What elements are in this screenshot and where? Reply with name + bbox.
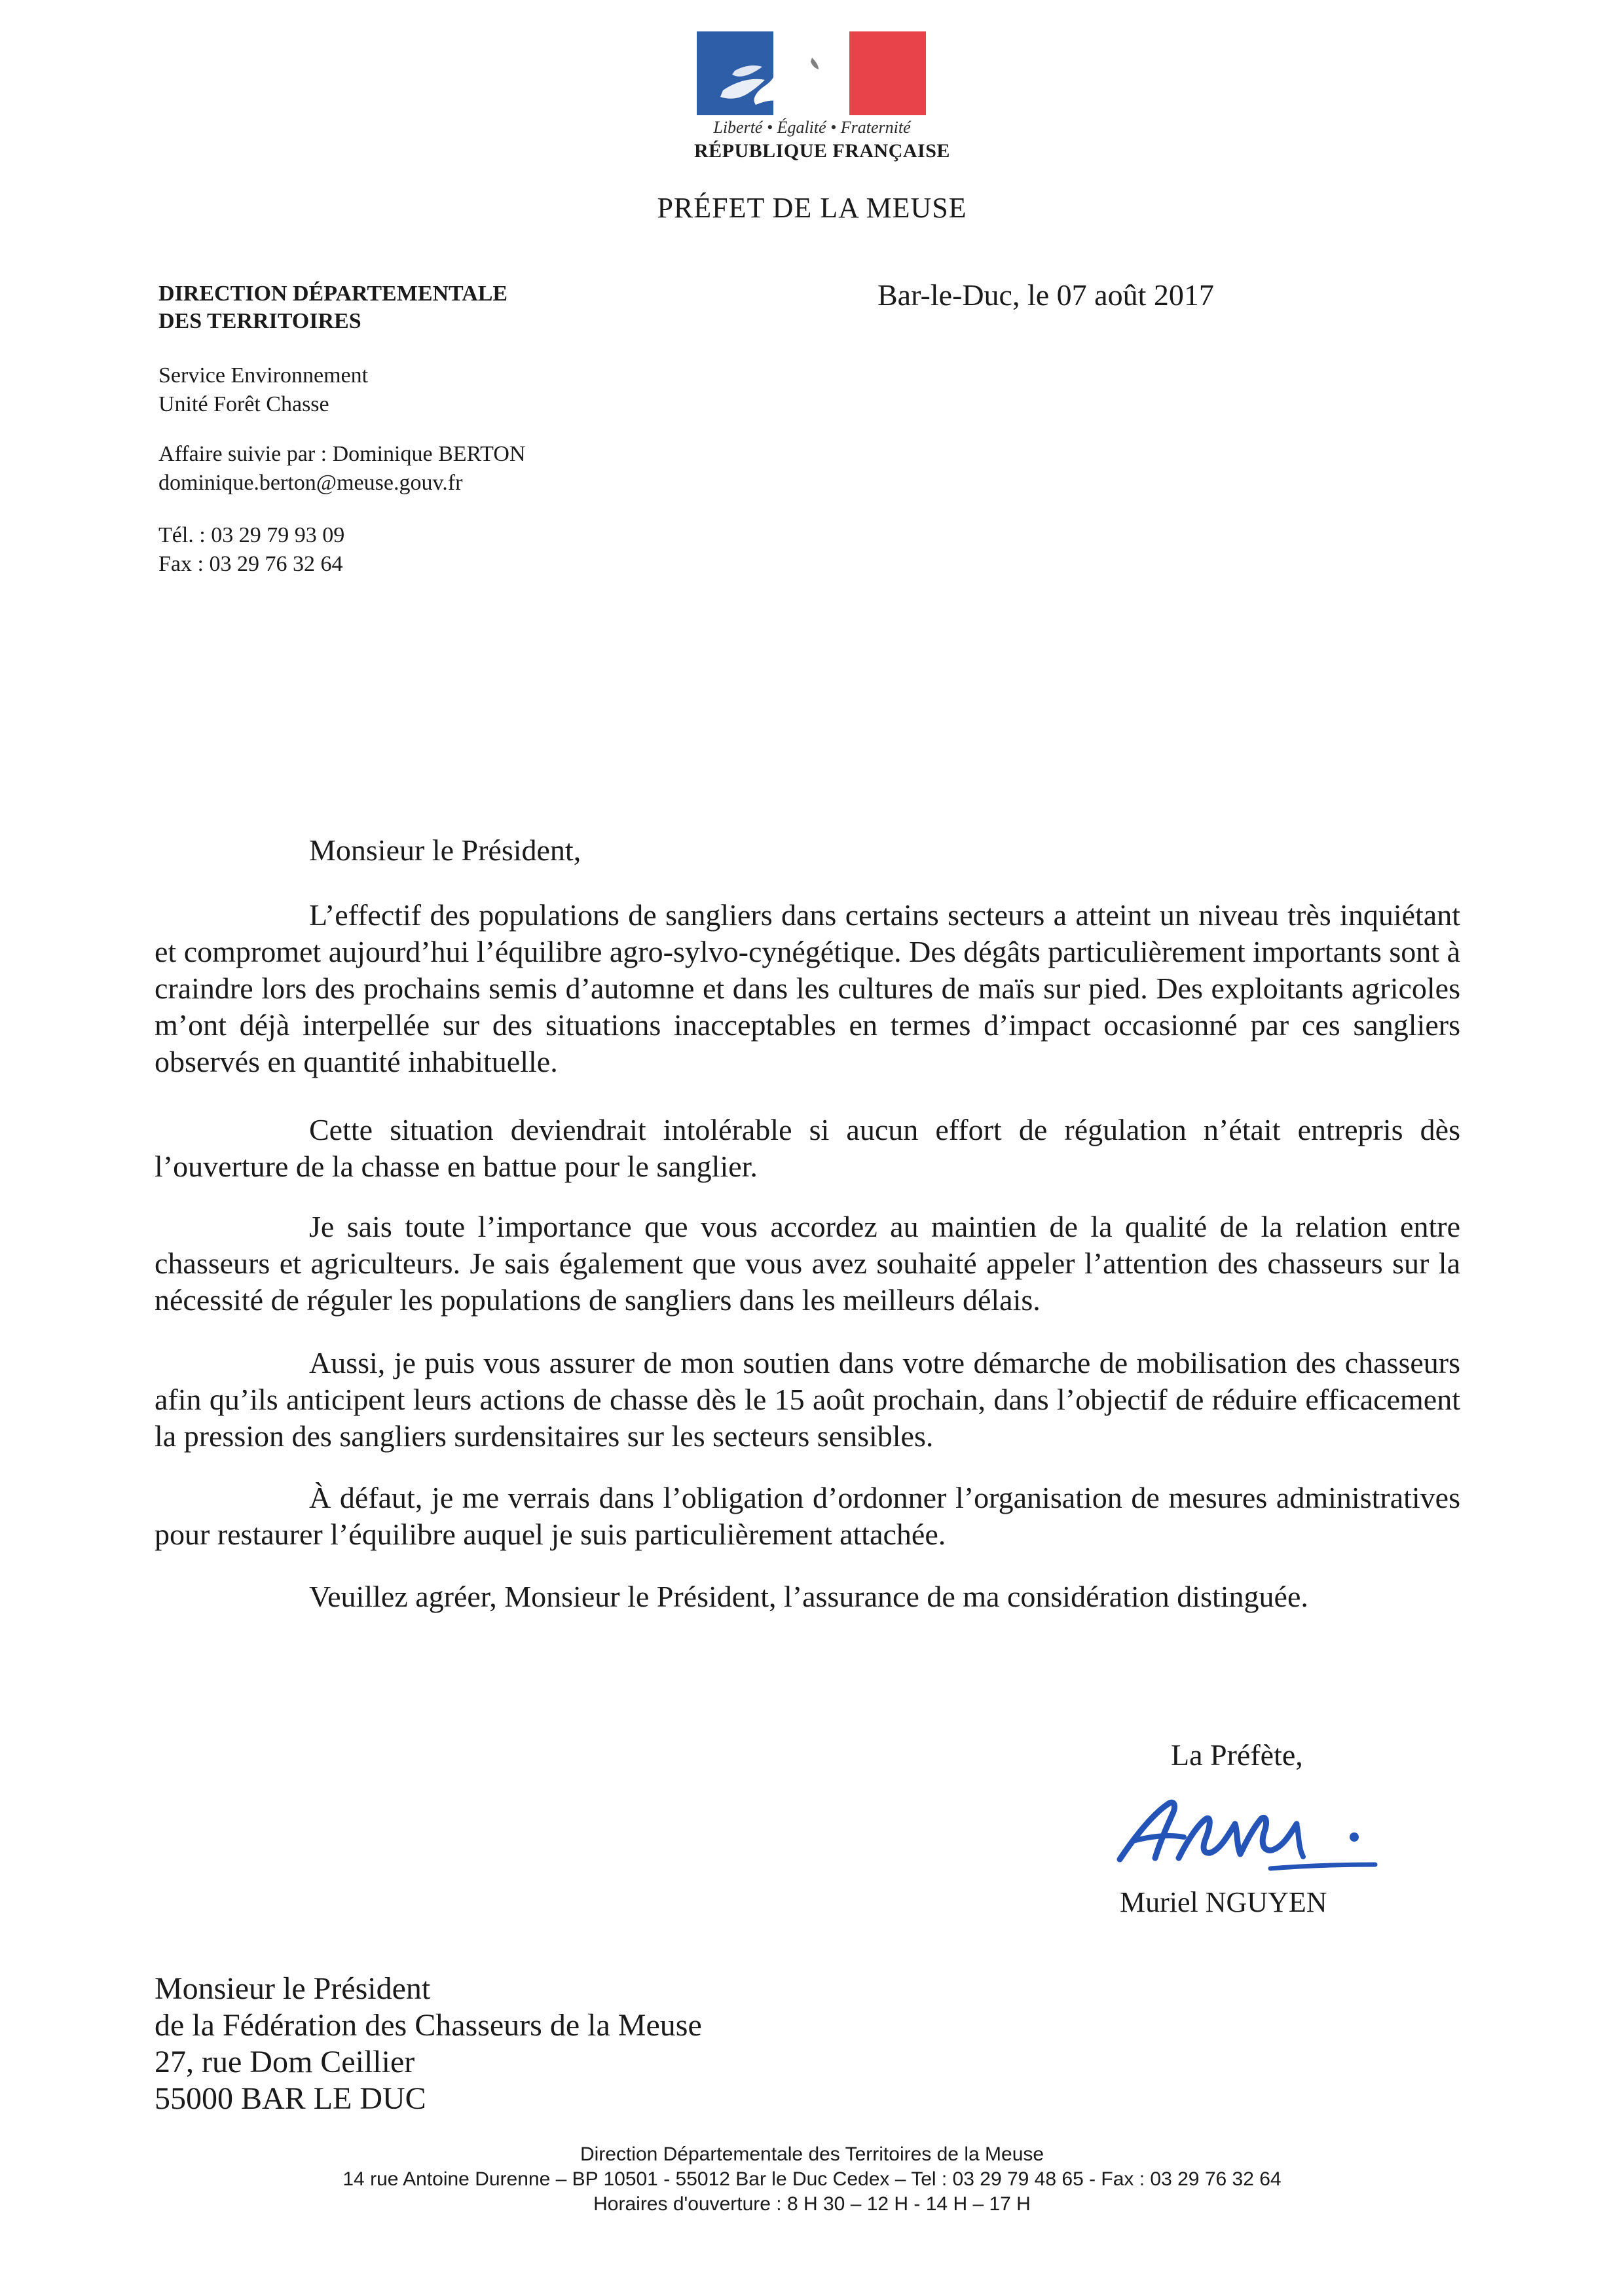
- closing-formula: Veuillez agréer, Monsieur le Président, l’assurance de ma considération distinguée.: [309, 1580, 1308, 1613]
- paragraph-text: Aussi, je puis vous assurer de mon soutien dans votre démarche de mobilisation des chasseurs afin qu’ils anticipent leurs actions de chasse dès le 15 août prochain, dans l’objectif de réduire efficacement la pression des sangliers surdensitaires sur les secteurs sensibles.: [155, 1346, 1460, 1453]
- paragraph-text: À défaut, je me verrais dans l’obligation d’ordonner l’organisation de mesures administratives pour restaurer l’équilibre auquel je suis particulièrement attachée.: [155, 1481, 1460, 1551]
- sender-email[interactable]: dominique.berton@meuse.gouv.fr: [158, 471, 463, 495]
- republic-motto: Liberté • Égalité • Fraternité: [713, 118, 911, 137]
- sender-tel: Tél. : 03 29 79 93 09: [158, 523, 345, 547]
- footer-line-2: 14 rue Antoine Durenne – BP 10501 - 55012 Bar le Duc Cedex – Tel : 03 29 79 48 65 - Fax : 03 29 76 32 64: [342, 2168, 1282, 2190]
- direction-line-2: DES TERRITOIRES: [158, 309, 361, 333]
- service-name: Service Environnement: [158, 363, 369, 388]
- paragraph-text: Je sais toute l’importance que vous accordez au maintien de la qualité de la relation entre chasseurs et agriculteurs. Je sais également que vous avez souhaité appeler l’attention des chasseurs sur la nécessité de réguler les populations de sangliers dans les meilleurs délais.: [155, 1210, 1460, 1317]
- sender-direction: [158, 280, 507, 335]
- unit-name: Unité Forêt Chasse: [158, 392, 329, 416]
- salutation: Monsieur le Président,: [309, 833, 581, 867]
- paragraph-4: [155, 1345, 1460, 1455]
- marianne-logo: [694, 31, 950, 162]
- recipient-line-4: 55000 BAR LE DUC: [155, 2081, 426, 2116]
- letter-date: Bar-le-Duc, le 07 août 2017: [877, 278, 1214, 312]
- sender-fax: Fax : 03 29 76 32 64: [158, 552, 343, 576]
- signer-title: La Préfète,: [1171, 1738, 1303, 1772]
- paragraph-2: [155, 1112, 1460, 1185]
- paragraph-text: L’effectif des populations de sangliers dans certains secteurs a atteint un niveau très inquiétant et compromet aujourd’hui l’équilibre agro-sylvo-cynégétique. Des dégâts particulièrement importants sont à craindre lors des prochains semis d’automne et dans les cultures de maïs sur pied. Des exploitants agricoles m’ont déjà interpellée sur des situations inacceptables en termes d’impact occasionné par ces sangliers observés en quantité inhabituelle.: [155, 898, 1460, 1078]
- paragraph-3: [155, 1209, 1460, 1319]
- recipient-line-3: 27, rue Dom Ceillier: [155, 2045, 415, 2079]
- paragraph-text: Cette situation deviendrait intolérable si aucun effort de régulation n’était entrepris dès l’ouverture de la chasse en battue pour le sanglier.: [155, 1113, 1460, 1183]
- signer-name: Muriel NGUYEN: [1120, 1886, 1327, 1918]
- marianne-flag-icon: [697, 31, 926, 115]
- footer-line-1: Direction Départementale des Territoires de la Meuse: [580, 2143, 1044, 2165]
- republic-name: RÉPUBLIQUE FRANÇAISE: [694, 140, 950, 162]
- sender-phone-block: [158, 521, 344, 579]
- sender-service: [158, 361, 368, 419]
- recipient-line-1: Monsieur le Président: [155, 1971, 431, 2006]
- footer-line-3: Horaires d'ouverture : 8 H 30 – 12 H - 14 H – 17 H: [593, 2193, 1031, 2215]
- prefecture-heading: PRÉFET DE LA MEUSE: [657, 192, 967, 224]
- page-footer: [0, 2142, 1624, 2217]
- handwritten-signature-icon: [1107, 1781, 1408, 1892]
- paragraph-1: [155, 897, 1460, 1080]
- followed-by: Affaire suivie par : Dominique BERTON: [158, 442, 526, 466]
- sender-contact-person: [158, 440, 525, 498]
- recipient-line-2: de la Fédération des Chasseurs de la Meuse: [155, 2008, 702, 2043]
- paragraph-5: [155, 1480, 1460, 1553]
- recipient-address: [155, 1971, 702, 2117]
- direction-line-1: DIRECTION DÉPARTEMENTALE: [158, 282, 508, 306]
